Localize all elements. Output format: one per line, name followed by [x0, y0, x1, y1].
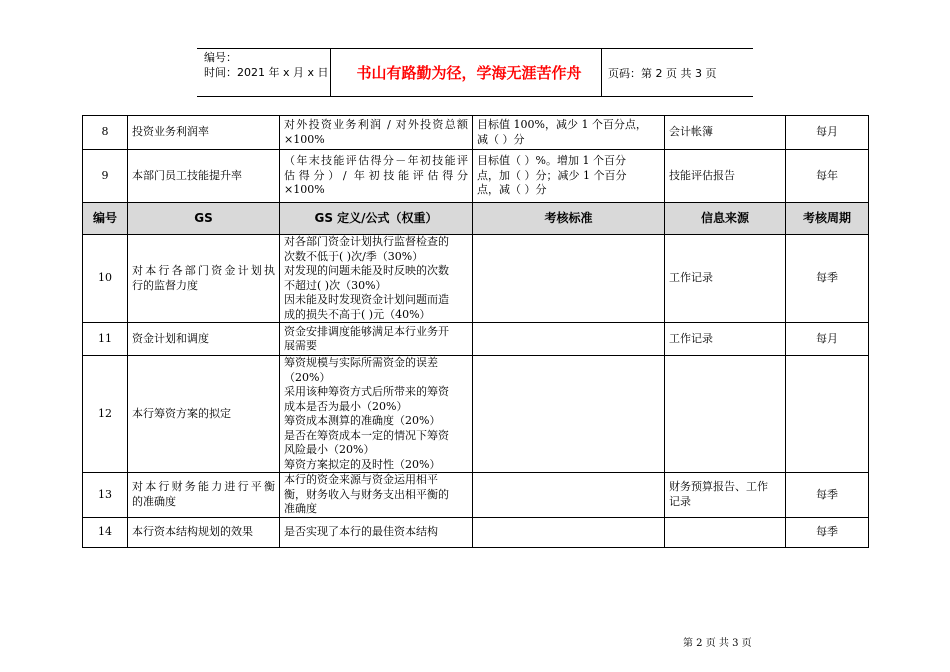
cell-standard [473, 517, 665, 547]
cell-number: 9 [83, 150, 128, 203]
header-motto: 书山有路勤为径，学海无涯苦作舟 [356, 64, 582, 82]
cell-gs [128, 235, 280, 323]
table-row [83, 517, 869, 547]
document-number-label: 编号： [204, 51, 237, 64]
standard-line: 点，加（ ）分；减少 1 个百分 [477, 168, 627, 182]
cell-gs: 本部门员工技能提升率 [128, 150, 280, 203]
gs-line: 行的监督力度 [132, 278, 198, 292]
table-row [83, 356, 869, 473]
definition-line: 成的损失不高于( )元（40%） [284, 307, 431, 321]
definition-line: 是否在筹资成本一定的情况下筹资 [284, 428, 449, 442]
definition-line: 衡，财务收入与财务支出相平衡的 [284, 487, 449, 501]
gs-line: 的准确度 [132, 494, 176, 508]
source-line: 记录 [669, 494, 691, 508]
standard-line: 减（ ）分 [477, 132, 525, 146]
cell-definition [280, 235, 473, 323]
cell-number: 14 [83, 517, 128, 547]
column-header-gs: GS [128, 203, 280, 235]
kpi-table [82, 115, 869, 548]
cell-period: 每月 [786, 116, 869, 150]
definition-line: 资金安排调度能够满足本行业务开 [284, 324, 449, 338]
header-divider-1 [330, 48, 331, 96]
cell-number: 13 [83, 473, 128, 518]
cell-source [665, 517, 786, 547]
cell-definition [280, 473, 473, 518]
column-header-period: 考核周期 [786, 203, 869, 235]
cell-standard [473, 116, 665, 150]
gs-line: 对本行财务能力进行平衡 [132, 480, 275, 494]
table-row [83, 235, 869, 323]
definition-line: 本行的资金来源与资金运用相平 [284, 473, 438, 486]
column-header-standard: 考核标准 [473, 203, 665, 235]
column-header-source: 信息来源 [665, 203, 786, 235]
cell-gs: 本行筹资方案的拟定 [128, 356, 280, 473]
definition-line: 不超过( )次（30%） [284, 278, 387, 292]
header-page-number: 页码：第 2 页 共 3 页 [608, 67, 717, 80]
definition-line: ×100% [284, 132, 325, 146]
cell-gs: 本行资本结构规划的效果 [128, 517, 280, 547]
header-top-rule [197, 48, 753, 49]
definition-line: 是否实现了本行的最佳资本结构 [284, 524, 438, 538]
standard-line: 目标值（ ）%。增加 1 个百分 [477, 154, 626, 168]
cell-source: 会计帐簿 [665, 116, 786, 150]
cell-period [786, 356, 869, 473]
table-row [83, 116, 869, 150]
definition-line: 次数不低于( )次/季（30%） [284, 249, 424, 263]
definition-line: 对各部门资金计划执行监督检查的 [284, 235, 449, 248]
cell-standard [473, 356, 665, 473]
definition-line: 估得分）/ 年初技能评估得分 [284, 168, 468, 182]
standard-line: 目标值 100%，减少 1 个百分点， [477, 118, 647, 131]
table-header-row [83, 203, 869, 235]
cell-definition [280, 116, 473, 150]
definition-line: 对发现的问题未能及时反映的次数 [284, 264, 449, 277]
cell-gs: 投资业务利润率 [128, 116, 280, 150]
page-footer: 第 2 页 共 3 页 [683, 638, 752, 649]
definition-line: 准确度 [284, 502, 317, 515]
cell-standard [473, 150, 665, 203]
cell-gs: 资金计划和调度 [128, 323, 280, 356]
cell-period: 每月 [786, 323, 869, 356]
definition-line: 风险最小（20%） [284, 443, 375, 456]
cell-definition [280, 150, 473, 203]
source-line: 财务预算报告、工作 [669, 480, 768, 494]
cell-gs [128, 473, 280, 518]
cell-source [665, 473, 786, 518]
cell-source: 工作记录 [665, 235, 786, 323]
document-date-label: 时间：2021 年 x 月 x 日 [204, 66, 329, 79]
definition-line: （20%） [284, 370, 331, 384]
cell-definition [280, 517, 473, 547]
definition-line: 成本是否为最小（20%） [284, 399, 408, 413]
cell-definition [280, 356, 473, 473]
cell-number: 8 [83, 116, 128, 150]
cell-period: 每年 [786, 150, 869, 203]
definition-line: 采用该种筹资方式后所带来的筹资 [284, 385, 449, 398]
definition-line: 对外投资业务利润 / 对外投资总额 [284, 118, 468, 131]
cell-source: 技能评估报告 [665, 150, 786, 203]
table-row [83, 150, 869, 203]
cell-period: 每季 [786, 517, 869, 547]
table-row [83, 323, 869, 356]
definition-line: 筹资规模与实际所需资金的误差 [284, 356, 438, 369]
cell-standard [473, 235, 665, 323]
gs-line: 对本行各部门资金计划执 [132, 264, 275, 277]
definition-line: 筹资方案拟定的及时性（20%） [284, 457, 441, 471]
cell-source [665, 356, 786, 473]
cell-standard [473, 323, 665, 356]
standard-line: 点，减（ ）分 [477, 183, 547, 197]
header-bottom-rule [197, 96, 753, 97]
cell-period: 每季 [786, 473, 869, 518]
header-left [204, 50, 329, 80]
cell-number: 11 [83, 323, 128, 356]
definition-line: 展需要 [284, 339, 317, 352]
definition-line: （年末技能评估得分－年初技能评 [284, 154, 468, 168]
cell-number: 10 [83, 235, 128, 323]
definition-line: 筹资成本测算的准确度（20%） [284, 414, 441, 427]
cell-standard [473, 473, 665, 518]
column-header-definition: GS 定义/公式（权重） [280, 203, 473, 235]
definition-line: ×100% [284, 183, 325, 197]
column-header-number: 编号 [83, 203, 128, 235]
table-row [83, 473, 869, 518]
cell-number: 12 [83, 356, 128, 473]
cell-definition [280, 323, 473, 356]
definition-line: 因未能及时发现资金计划问题而造 [284, 293, 449, 306]
cell-period: 每季 [786, 235, 869, 323]
cell-source: 工作记录 [665, 323, 786, 356]
header-divider-2 [601, 48, 602, 96]
